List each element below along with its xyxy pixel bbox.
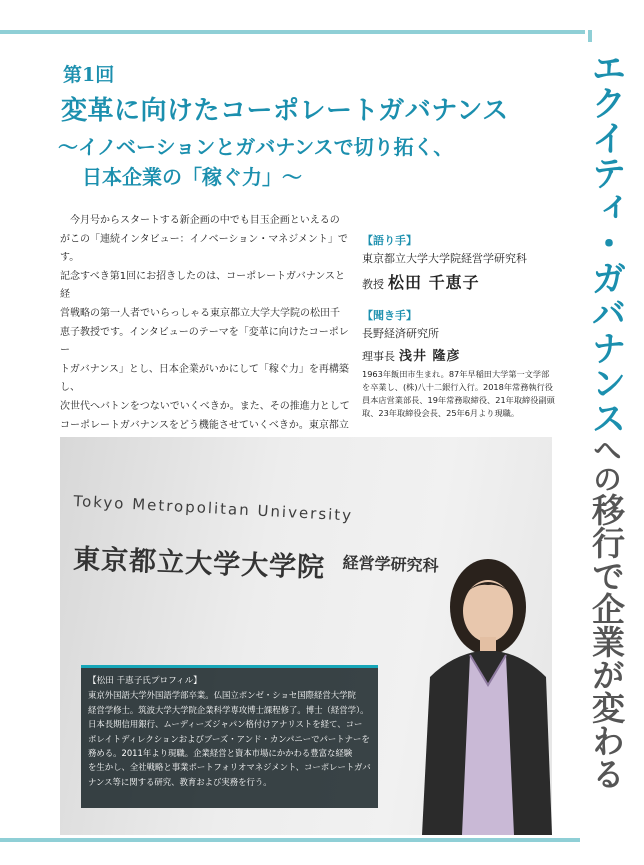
profile-heading: 【松田 千恵子氏プロフィル】 [88,676,202,686]
intro-line: トガバナンス」とし、日本企業がいかにして「稼ぐ力」を再構築し、 [60,363,349,394]
profile-box [81,665,378,808]
article-subtitle [58,132,453,192]
people-block [362,232,582,420]
intro-text [60,212,352,472]
profile-line: 務める。2011年より現職。企業経営と資本市場にかかわる豊富な経験 [88,748,353,759]
bio-line: 取、23年取締役会長、25年6月より現職。 [362,408,520,418]
speaker-affiliation: 東京都立大学大学院経営学研究科 [362,252,527,265]
profile-line: ポレイトディレクションおよびブーズ・アンド・カンパニーでパートナーを [88,733,370,744]
subtitle-line: 日本企業の「稼ぐ力」〜 [82,165,302,189]
side-title-part3: 移行で企業が変わる [587,493,626,790]
side-title-part1: エクイティ・ガバナンス [586,50,627,435]
speaker-name: 松田 千恵子 [388,273,480,292]
side-title [580,42,632,858]
profile-line: 日本長期信用銀行、ムーディーズジャパン格付けアナリストを経て、コー [88,719,363,730]
profile-line: 東京外国語大学外国語学部卒業。仏国立ポンゼ・ショセ国際経営大学院 [88,690,356,701]
bio-line: 員本店営業部長、19年常務取締役、21年取締役副頭 [362,395,555,405]
interviewer-name: 浅井 隆彦 [399,349,461,364]
interviewer-bio [362,368,582,420]
wall-sign-japanese-sub: 経営学研究科 [342,552,439,576]
profile-line: 経営学修士。筑波大学大学院企業科学専攻博士課程修了。博士（経営学）。 [88,704,369,715]
intro-line: 次世代へバトンをつないでいくべきか。また、その推進力として [60,400,350,412]
profile-line: ナンス等に関する研究、教育および実務を行う。 [88,776,272,787]
intro-line: コーポレートガバナンスをどう機能させていくべきか。東京都立 [60,419,349,431]
series-label: 第1回 [63,64,115,86]
interviewer-name-line [362,345,582,364]
interviewer-title: 理事長 [362,350,395,363]
speaker-title: 教授 [362,278,384,291]
frame-bottom-rule [0,838,592,842]
intro-line: 営戦略の第一人者でいらっしゃる東京都立大学大学院の松田千 [60,307,340,319]
speaker-name-line [362,270,582,293]
intro-line: 今月号からスタートする新企画の中でも目玉企画といえるの [70,215,340,226]
wall-sign-japanese: 東京都立大学大学院 [72,543,326,584]
article-title: 変革に向けたコーポレートガバナンス [61,96,509,126]
subtitle-line: 〜イノベーションとガバナンスで切り拓く、 [58,135,454,159]
intro-line: 記念すべき第1回にお招きしたのは、コーポレートガバナンスと経 [60,270,346,301]
frame-top-rule [0,30,585,34]
intro-line: がこの「連続インタビュー：イノベーション・マネジメント」です。 [60,233,348,264]
side-title-part2: への [589,435,623,493]
profile-line: を生かし、全社戦略と事業ポートフォリオマネジメント、コーポレートガバ [88,762,371,773]
person-figure [422,537,552,835]
bio-line: を卒業し、(株)八十二銀行入行。2018年常務執行役 [362,382,553,392]
intro-line: 恵子教授です。インタビューのテーマを「変革に向けたコーポレー [60,326,349,357]
interviewer-label: 【聞き手】 [362,309,417,322]
speaker-label: 【語り手】 [362,234,417,247]
bio-line: 1963年飯田市生まれ。87年早稲田大学第一文学部 [362,369,550,379]
wall-sign-english: Tokyo Metropolitan University [73,492,354,525]
interviewer-affiliation: 長野経済研究所 [362,327,439,340]
